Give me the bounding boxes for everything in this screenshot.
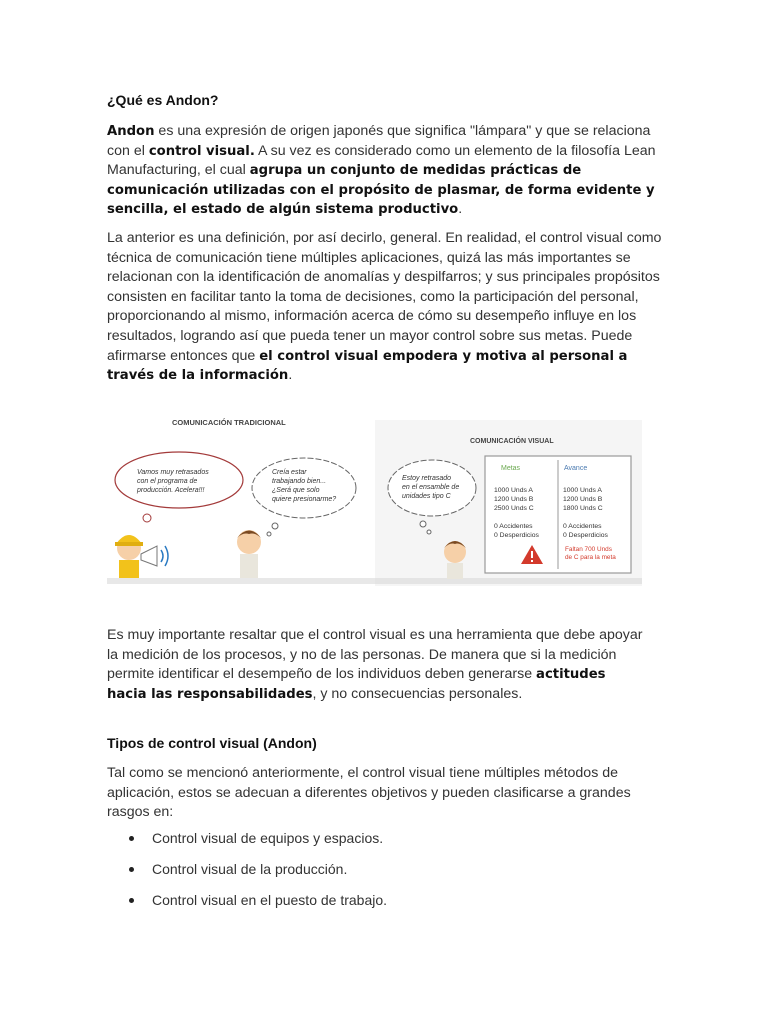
- figure-illustration: [107, 408, 642, 586]
- board-avance-values: 1000 Unds A 1200 Unds B 1800 Unds C 0 Accidentes 0 Desperdicios: [563, 487, 608, 539]
- left-panel-title: COMUNICACIÓN TRADICIONAL: [172, 418, 286, 427]
- bullet-icon: [129, 836, 134, 841]
- board-avance-label: Avance: [564, 465, 588, 472]
- bold-text-run: control visual.: [148, 143, 255, 159]
- bold-text-run: actitudes hacia las responsabilidades: [107, 667, 606, 702]
- right-panel-title: COMUNICACIÓN VISUAL: [470, 438, 554, 445]
- cloud-worker-text: Creía estar trabajando bien... ¿Será que solo quiere presionarme?: [272, 469, 337, 503]
- cloud-visual-text: Estoy retrasado en el ensamble de unidades tipo C: [402, 475, 460, 500]
- list-item-text: Control visual de la producción.: [152, 861, 348, 877]
- worker-figure-left: [237, 530, 261, 578]
- section-heading: ¿Qué es Andon?: [107, 92, 219, 108]
- text-run: .: [288, 367, 293, 384]
- paragraph-definition: [107, 122, 667, 220]
- text-run: Es muy importante resaltar que el control visual es una herramienta que debe apoyar la medición de los procesos, y no de las personas. De manera que si la medición permite identificar el desempeño de los individuos deben generarse: [107, 627, 643, 683]
- bold-text-run: el control visual empodera y motiva al personal a través de la información: [107, 348, 628, 384]
- subheading-types: Tipos de control visual (Andon): [107, 735, 317, 751]
- list-item-text: Control visual de equipos y espacios.: [152, 830, 384, 846]
- text-run: , y no consecuencias personales.: [312, 685, 523, 702]
- paragraph-importance: [107, 626, 647, 704]
- text-run: La anterior es una definición, por así decirlo, general. En realidad, el control visual como técnica de comunicación tiene múltiples aplicaciones, quizá las más importantes se relacionan con la identificación de anomalías y despilfarros; y sus principales propósitos consisten en facilitar tanto la toma de decisiones, como la participación del personal, proporcionando al mismo, información acerca de cómo su desempeño influye en los resultados, logrando así que pueda tener un mayor control sobre sus metas. Puede afirmarse entonces que: [107, 230, 662, 364]
- text-run: A su vez es considerado como un elemento de la filosofía Lean Manufacturing, el cual: [107, 142, 656, 179]
- bubble-boss-text: Vamos muy retrasados con el programa de producción. Acelera!!!: [137, 469, 209, 494]
- list-item: [107, 890, 607, 921]
- board-metas-values: 1000 Unds A 1200 Unds B 2500 Unds C 0 Accidentes 0 Desperdicios: [494, 487, 539, 539]
- floor-left: [107, 578, 375, 584]
- bold-text-run: Andon: [107, 124, 155, 139]
- list-item-text: Control visual en el puesto de trabajo.: [152, 892, 388, 908]
- text-run: .: [458, 201, 463, 218]
- board-faltan-text: Faltan 700 Unds de C para la meta: [565, 546, 616, 561]
- floor-right: [375, 578, 642, 584]
- paragraph-types-intro: Tal como se mencionó anteriormente, el control visual tiene múltiples métodos de aplicación, estos se adecuan a diferentes objetivos y pueden clasificarse a grandes rasgos en:: [107, 765, 631, 821]
- types-list: [107, 828, 607, 921]
- list-item: [107, 859, 607, 890]
- text-run: es una expresión de origen japonés que significa "lámpara" y que se relaciona con el: [107, 123, 651, 159]
- board-metas-label: Metas: [501, 465, 521, 472]
- list-item: [107, 828, 607, 859]
- paragraph-explanation: [107, 229, 667, 386]
- bullet-icon: [129, 898, 134, 903]
- speech-bubble-boss-dot: [143, 514, 151, 522]
- bullet-icon: [129, 867, 134, 872]
- bold-text-run: agrupa un conjunto de medidas prácticas de comunicación utilizadas con el propósito de plasmar, de forma evidente y sencilla, el estado de algún sistema productivo: [107, 163, 655, 218]
- communication-figure: [107, 408, 642, 586]
